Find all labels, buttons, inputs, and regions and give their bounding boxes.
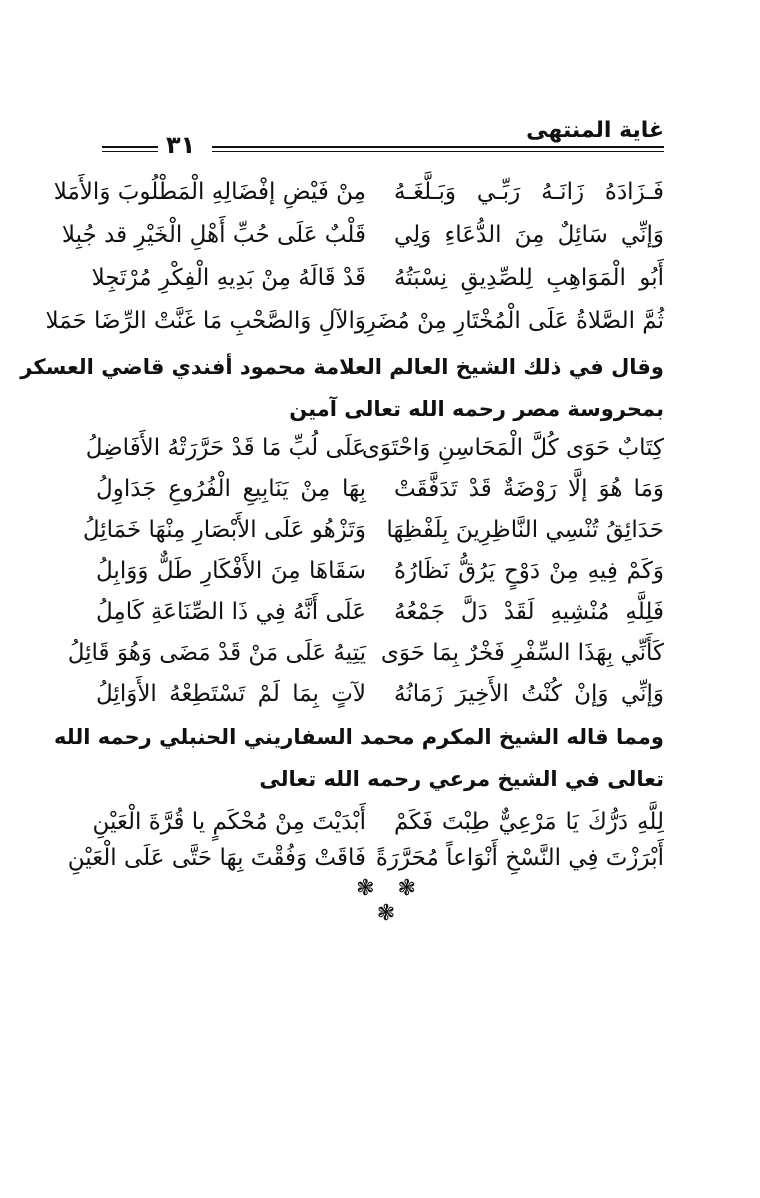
verse-second-hemistich: قَلْبٌ عَلَى حُبِّ أَهْلِ الْخَيْرِ قد جُبِلا bbox=[61, 222, 366, 248]
header-rule bbox=[212, 146, 664, 148]
prose-line: وقال في ذلك الشيخ العالم العلامة محمود أفندي قاضي العسكر bbox=[20, 355, 664, 379]
verse-first-hemistich: أَبْرَزْتَ فِي النَّسْخِ أَنْوَاعاً مُحَرَّرَةً bbox=[375, 845, 664, 871]
verse-first-hemistich: كِتَابٌ حَوَى كُلَّ الْمَحَاسِنِ وَاحْتَوَى bbox=[361, 435, 664, 461]
header-rule bbox=[102, 151, 158, 152]
verse-second-hemistich: بِهَا مِنْ يَنَابِيعِ الْفُرُوعِ جَدَاوِلُ bbox=[96, 476, 366, 502]
section-end-ornament: ❃ ❃ ❃ bbox=[356, 876, 424, 926]
verse-second-hemistich: فَاقَتْ وَفُقْتَ بِهَا حَتَّى عَلَى الْعَيْنِ bbox=[67, 845, 366, 871]
verse-first-hemistich: وَإنِّي وَإنْ كُنْتُ الأَخِيرَ زَمَانُهُ bbox=[394, 681, 664, 707]
verse-second-hemistich: عَلَى لُبِّ مَا قَدْ حَرَّرَتْهُ الأَفَاضِلُ bbox=[85, 435, 366, 461]
verse bbox=[67, 633, 664, 673]
running-title: غاية المنتهى bbox=[526, 118, 664, 143]
verse-second-hemistich: وَالآلِ وَالصَّحْبِ مَا غَنَّتْ الرِّضَا حَمَلا bbox=[45, 308, 366, 334]
verse bbox=[82, 510, 664, 550]
verse bbox=[96, 674, 664, 714]
verse-first-hemistich: وَإنِّي سَائِلٌ مِنَ الدُّعَاءِ وَلِي bbox=[394, 222, 664, 248]
header-rule bbox=[212, 151, 664, 152]
header-rule bbox=[102, 146, 158, 148]
prose-line: تعالى في الشيخ مرعي رحمه الله تعالى bbox=[259, 767, 664, 791]
verse-first-hemistich: حَدَائِقُ تُنْسِي النَّاظِرِينَ بِلَفْظِهَا bbox=[386, 517, 664, 543]
verse-first-hemistich: وَمَا هُوَ إلَّا رَوْضَةٌ قَدْ تَدَفَّقَتْ bbox=[394, 476, 664, 502]
verse bbox=[45, 301, 664, 341]
verse-first-hemistich: لِلَّهِ دَرُّكَ يَا مَرْعِيٌّ طِبْتَ فَكَمْ bbox=[394, 809, 664, 835]
verse-second-hemistich: وَتَزْهُو عَلَى الأَبْصَارِ مِنْهَا خَمَائِلُ bbox=[82, 517, 366, 543]
verse-first-hemistich: أَبُو الْمَوَاهِبِ لِلصِّدِيقِ نِسْبَتُهُ bbox=[394, 265, 664, 291]
verse bbox=[85, 428, 664, 468]
verse bbox=[96, 551, 664, 591]
verse-first-hemistich: كَأَنِّي بِهَذَا السِّفْرِ فَخْرٌ بِمَا حَوَى bbox=[380, 640, 664, 666]
prose-line: بمحروسة مصر رحمه الله تعالى آمين bbox=[289, 397, 664, 421]
verse-second-hemistich: عَلَى أَنَّهُ فِي ذَا الصِّنَاعَةِ كَامِلُ bbox=[95, 599, 366, 625]
page-number: ٣١ bbox=[166, 131, 196, 159]
verse bbox=[53, 172, 664, 212]
verse-first-hemistich: فَلِلَّهِ مُنْشِيهِ لَقَدْ دَلَّ جَمْعُهُ bbox=[394, 599, 664, 625]
verse bbox=[96, 592, 664, 632]
verse-first-hemistich: وَكَمْ فِيهِ مِنْ دَوْحٍ يَرُقُّ نَظَارُهُ bbox=[394, 558, 664, 584]
verse bbox=[96, 469, 664, 509]
verse-second-hemistich: لآتٍ بِمَا لَمْ تَسْتَطِعْهُ الأَوَائِلُ bbox=[96, 681, 366, 707]
verse-second-hemistich: قَدْ قَالَهُ مِنْ بَدِيهِ الْفِكْرِ مُرْتَجِلا bbox=[91, 265, 366, 291]
verse-second-hemistich: أَبْدَيْتَ مِنْ مُحْكَمٍ يا قُرَّةَ الْعَيْنِ bbox=[92, 809, 366, 835]
verse bbox=[61, 215, 664, 255]
verse-first-hemistich: فَـزَادَهُ زَانَـهُ رَبِّـي وَبَـلَّغَـهُ bbox=[394, 179, 664, 205]
verse-first-hemistich: ثُمَّ الصَّلاةُ عَلَى الْمُخْتَارِ مِنْ مُضَرِ bbox=[364, 308, 664, 334]
verse-second-hemistich: يَتِيهُ عَلَى مَنْ قَدْ مَضَى وَهُوَ قَائِلُ bbox=[67, 640, 366, 666]
verse bbox=[67, 838, 664, 878]
verse bbox=[92, 802, 664, 842]
verse-second-hemistich: مِنْ فَيْضِ إفْضَالِهِ الْمَطْلُوبَ وَالأَمَلا bbox=[53, 179, 366, 205]
prose-line: ومما قاله الشيخ المكرم محمد السفاريني الحنبلي رحمه الله bbox=[54, 725, 664, 749]
verse bbox=[91, 258, 664, 298]
verse-second-hemistich: سَقَاهَا مِنَ الأَفْكَارِ طَلٌّ وَوَابِلُ bbox=[96, 558, 366, 584]
